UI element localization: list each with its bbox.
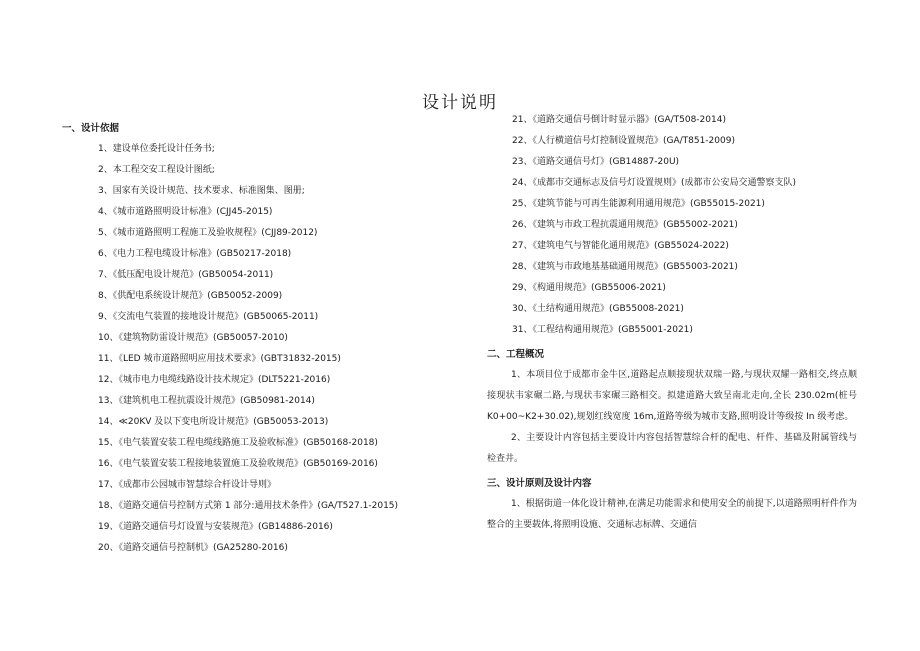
list-item: 8、《供配电系统设计规范》(GB50052-2009)	[98, 291, 283, 301]
list-item: 2、本工程交安工程设计图纸;	[98, 165, 215, 175]
list-item: 11、《LED 城市道路照明应用技术要求》(GBT31832-2015)	[98, 354, 341, 364]
list-item: 30、《土结构通用规范》(GB55008-2021)	[512, 304, 684, 314]
section-heading-project-overview: 二、工程概况	[487, 349, 545, 360]
list-item: 5、《城市道路照明工程施工及验收规程》(CJJ89-2012)	[98, 228, 318, 238]
list-item: 6、《电力工程电缆设计标准》(GB50217-2018)	[98, 249, 292, 259]
list-item: 24、《成都市交通标志及信号灯设置规则》(成都市公安局交通警察支队)	[512, 178, 796, 188]
list-item: 20、《道路交通信号控制机》(GA25280-2016)	[98, 543, 288, 553]
list-item: 9、《交流电气装置的接地设计规范》(GB50065-2011)	[98, 312, 319, 322]
list-item: 22、《人行横道信号灯控制设置规范》(GA/T851-2009)	[512, 136, 735, 146]
right-column	[487, 110, 857, 536]
page-title: 设计说明	[422, 93, 498, 113]
list-item: 16、《电气装置安装工程接地装置施工及验收规范》(GB50169-2016)	[98, 459, 378, 469]
list-item: 3、国家有关设计规范、技术要求、标准图集、图册;	[98, 186, 305, 196]
list-item: 13、《建筑机电工程抗震设计规范》(GB50981-2014)	[98, 396, 315, 406]
list-item: 17、《成都市公园城市智慧综合杆设计导则》	[98, 480, 276, 490]
paragraph: 1、根据街道一体化设计精神,在满足功能需求和使用安全的前提下,以道路照明杆件作为整合的主要载体,将照明设施、交通标志标牌、交通信	[487, 499, 857, 530]
list-item: 7、《低压配电设计规范》(GB50054-2011)	[98, 270, 274, 280]
list-item: 19、《道路交通信号灯设置与安装规范》(GB14886-2016)	[98, 522, 333, 532]
list-item: 28、《建筑与市政地基基础通用规范》(GB55003-2021)	[512, 262, 738, 272]
list-item: 25、《建筑节能与可再生能源利用通用规范》(GB55015-2021)	[512, 199, 765, 209]
list-item: 29、《构通用规范》(GB55006-2021)	[512, 283, 666, 293]
list-item: 1、建设单位委托设计任务书;	[98, 144, 215, 154]
list-item: 23、《道路交通信号灯》(GB14887-20U)	[512, 157, 680, 167]
list-item: 26、《建筑与市政工程抗震通用规范》(GB55002-2021)	[512, 220, 738, 230]
list-item: 31、《工程结构通用规范》(GB55001-2021)	[512, 325, 693, 335]
list-item: 10、《建筑物防雷设计规范》(GB50057-2010)	[98, 333, 288, 343]
section-heading-design-basis: 一、设计依据	[62, 123, 120, 134]
left-column	[62, 118, 432, 559]
list-item: 12、《城市电力电缆线路设计技术规定》(DLT5221-2016)	[98, 375, 331, 385]
list-item: 4、《城市道路照明设计标准》(CJJ45-2015)	[98, 207, 273, 217]
section-heading-design-principles: 三、设计原则及设计内容	[487, 478, 592, 489]
list-item: 21、《道路交通信号倒计时显示器》(GA/T508-2014)	[512, 115, 726, 125]
paragraph: 1、本项目位于成都市金牛区,道路起点顺接现状双瑞一路,与现状双耀一路相交,终点顺接现状韦家碾二路,与现状韦家碾三路相交。拟建道路大致呈南北走向,全长 230.02m(桩号 K0+00~K2+30.02),规划红线宽度 16m,道路等级为城市支路,照明设计等级按 In 级考虑。	[487, 370, 857, 422]
list-item: 18、《道路交通信号控制方式第 1 部分:通用技术条件》(GA/T527.1-2015)	[98, 501, 399, 511]
list-item: 27、《建筑电气与智能化通用规范》(GB55024-2022)	[512, 241, 729, 251]
paragraph: 2、主要设计内容包括主要设计内容包括智慧综合杆的配电、杆件、基础及附属管线与检查井。	[487, 433, 857, 464]
list-item: 15、《电气装置安装工程电缆线路施工及验收标准》(GB50168-2018)	[98, 438, 378, 448]
list-item: 14、≪20KV 及以下变电所设计规范》(GB50053-2013)	[98, 417, 329, 427]
